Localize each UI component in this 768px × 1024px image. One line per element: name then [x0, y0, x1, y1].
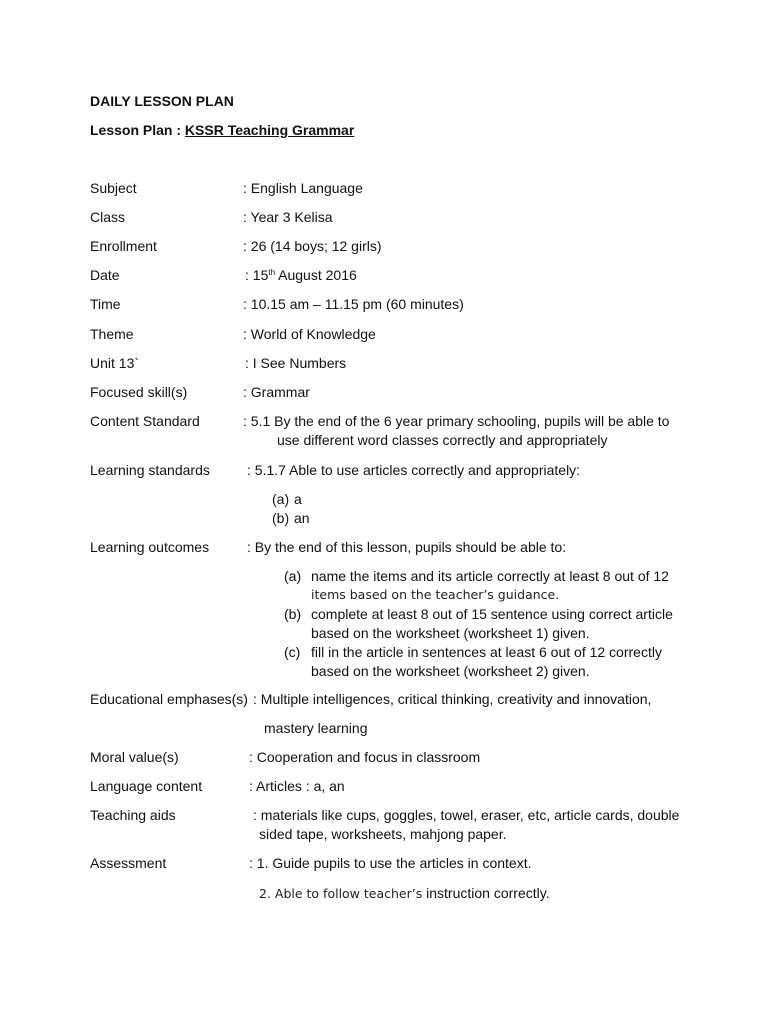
subject-value: : English Language: [243, 180, 363, 196]
focused-skill-value: : Grammar: [243, 384, 310, 400]
outcome-line: items based on the teacher’s guidance.: [311, 587, 560, 602]
assessment-line1: : 1. Guide pupils to use the articles in context.: [249, 855, 532, 871]
educational-emphases-label: Educational emphases(s): [90, 691, 248, 707]
content-standard-line2: use different word classes correctly and appropriately: [277, 432, 608, 448]
content-standard-label: Content Standard: [90, 413, 200, 429]
teaching-aids-line1: : materials like cups, goggles, towel, eraser, etc, article cards, double: [253, 807, 680, 823]
learning-standard-item: a: [294, 491, 302, 507]
learning-standard-item: an: [294, 510, 310, 526]
date-ordinal: th: [268, 268, 276, 277]
teaching-aids-label: Teaching aids: [90, 807, 176, 823]
outcome-line: based on the worksheet (worksheet 1) given.: [311, 625, 590, 641]
class-value: : Year 3 Kelisa: [243, 209, 333, 225]
assessment-line2: [259, 884, 550, 903]
learning-standard-item-marker: (b): [272, 510, 290, 526]
content-standard-line1: : 5.1 By the end of the 6 year primary schooling, pupils will be able to: [243, 413, 670, 429]
learning-standards-value: : 5.1.7 Able to use articles correctly and appropriately:: [247, 462, 581, 478]
learning-outcomes-label: Learning outcomes: [90, 539, 210, 555]
learning-standard-item-marker: (a): [272, 491, 290, 507]
language-content-label: Language content: [90, 778, 203, 794]
theme-value: : World of Knowledge: [243, 326, 376, 342]
moral-values-label: Moral value(s): [90, 749, 179, 765]
lesson-plan-label: Lesson Plan :: [90, 122, 182, 138]
time-value: : 10.15 am – 11.15 pm (60 minutes): [243, 296, 464, 312]
date-label: Date: [90, 267, 120, 283]
focused-skill-label: Focused skill(s): [90, 384, 188, 400]
outcome-line: complete at least 8 out of 15 sentence using correct article: [311, 606, 673, 622]
learning-outcomes-value: : By the end of this lesson, pupils should be able to:: [247, 539, 567, 555]
teaching-aids-line2: sided tape, worksheets, mahjong paper.: [259, 826, 507, 842]
outcome-marker: (b): [284, 606, 302, 622]
time-label: Time: [90, 296, 121, 312]
class-label: Class: [90, 209, 126, 225]
enrollment-label: Enrollment: [90, 238, 157, 254]
assessment-line2-part2: instruction correctly.: [422, 885, 550, 901]
unit-value: : I See Numbers: [245, 355, 347, 371]
outcome-marker: (a): [284, 568, 302, 584]
theme-label: Theme: [90, 326, 134, 342]
outcome-line: name the items and its article correctly at least 8 out of 12: [311, 568, 669, 584]
date-suffix: August 2016: [275, 267, 357, 283]
assessment-label: Assessment: [90, 855, 167, 871]
educational-emphases-line2: mastery learning: [264, 720, 368, 736]
lesson-plan-heading: [90, 121, 354, 139]
moral-values-value: : Cooperation and focus in classroom: [249, 749, 481, 765]
date-value: [245, 266, 357, 284]
assessment-line2-part1: 2. Able to follow teacher’s: [259, 886, 423, 901]
outcome-marker: (c): [284, 644, 301, 660]
document-title: DAILY LESSON PLAN: [90, 93, 234, 109]
learning-standards-label: Learning standards: [90, 462, 210, 478]
date-prefix: : 15: [245, 267, 269, 283]
outcome-line: based on the worksheet (worksheet 2) given.: [311, 663, 590, 679]
lesson-plan-name: KSSR Teaching Grammar: [184, 122, 355, 138]
language-content-value: : Articles : a, an: [249, 778, 345, 794]
enrollment-value: : 26 (14 boys; 12 girls): [243, 238, 382, 254]
outcome-line: fill in the article in sentences at least 6 out of 12 correctly: [311, 644, 662, 660]
subject-label: Subject: [90, 180, 137, 196]
educational-emphases-line1: : Multiple intelligences, critical thinking, creativity and innovation,: [253, 691, 652, 707]
unit-label: Unit 13`: [90, 355, 140, 371]
